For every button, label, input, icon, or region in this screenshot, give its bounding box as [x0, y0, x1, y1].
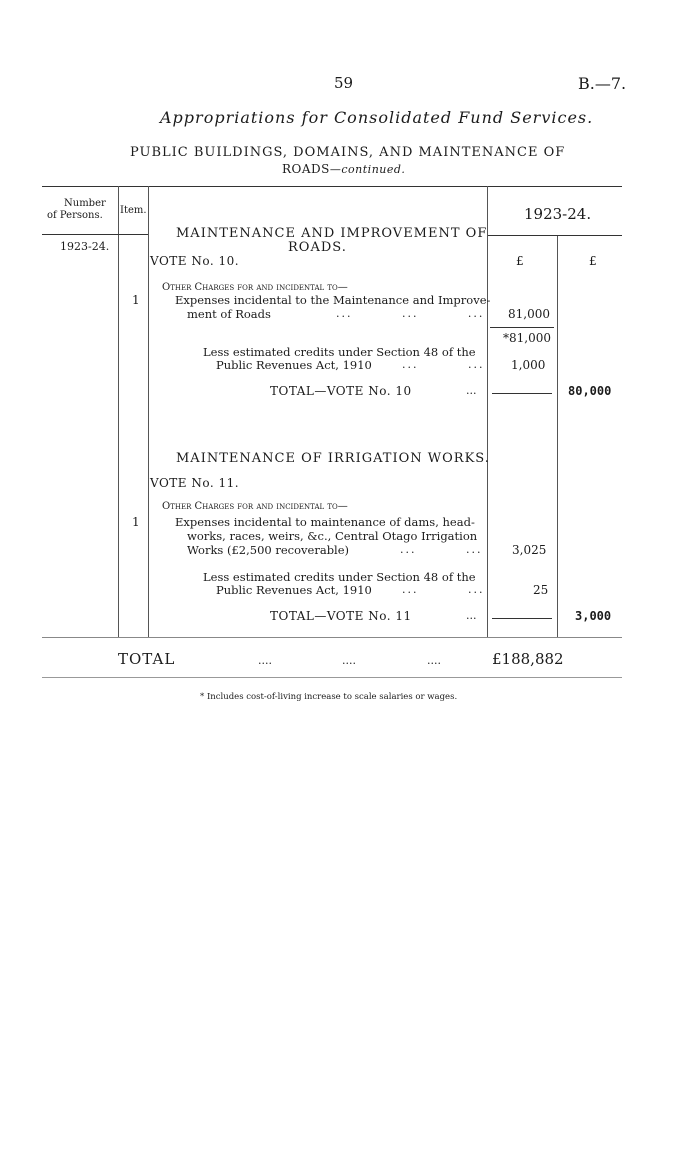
section1-total-amount: 80,000 [568, 384, 612, 398]
pound-sign-right: £ [589, 254, 597, 268]
section2-other-charges: Other Charges for and incidental to— [162, 501, 348, 512]
section2-item-description-line3: Works (£2,500 recoverable) [187, 543, 350, 557]
section1-less-dots: ... ... [402, 358, 485, 371]
section2-total-rule [492, 618, 552, 619]
column-divider-amount-left [487, 186, 488, 638]
table-top-rule [42, 186, 622, 187]
section1-item-number: 1 [132, 293, 140, 307]
section2-item-amount: 3,025 [512, 543, 547, 557]
section1-item-amount: 81,000 [508, 307, 550, 321]
section2-vote: VOTE No. 11. [150, 476, 240, 490]
section2-less-amount: 25 [533, 583, 549, 597]
section1-less-amount: 1,000 [511, 358, 546, 372]
section2-total-amount: 3,000 [575, 609, 612, 623]
section1-less-credits-line2: Public Revenues Act, 1910 [216, 358, 372, 372]
grand-total-amount: £188,882 [492, 650, 564, 668]
section2-total-dots: ... [466, 609, 477, 622]
section2-heading: MAINTENANCE OF IRRIGATION WORKS. [176, 451, 490, 466]
column-divider-amount-mid [557, 236, 558, 638]
section1-total-label: TOTAL—VOTE No. 10 [270, 384, 412, 398]
grand-total-rule [42, 677, 622, 678]
section2-item-number: 1 [132, 515, 140, 529]
section1-total-rule [492, 393, 552, 394]
section1-subtotal: *81,000 [503, 331, 551, 345]
section1-heading: MAINTENANCE AND IMPROVEMENT OF [176, 226, 488, 241]
header-year-left: 1923-24. [60, 240, 110, 253]
section1-item-dots: ... ... ... [336, 307, 485, 320]
document-reference: B.—7. [578, 74, 627, 93]
section2-less-credits-line2: Public Revenues Act, 1910 [216, 583, 372, 597]
grand-total-dots-2: .... [342, 654, 356, 667]
section1-total-dots: ... [466, 384, 477, 397]
header-year-right: 1923-24. [524, 205, 592, 223]
section1-other-charges: Other Charges for and incidental to— [162, 282, 348, 293]
section1-item-description-line2: ment of Roads [187, 307, 271, 321]
footnote: * Includes cost-of-living increase to scale salaries or wages. [200, 692, 458, 702]
section1-item-description: Expenses incidental to the Maintenance and Improve- [175, 293, 491, 307]
header-right-rule [488, 235, 622, 236]
section2-item-description-line2: works, races, weirs, &c., Central Otago Irrigation [187, 529, 478, 543]
page-title: Appropriations for Consolidated Fund Services. [160, 108, 594, 127]
page-number: 59 [334, 74, 354, 92]
header-item: Item. [120, 205, 147, 216]
pound-sign-left: £ [516, 254, 524, 268]
grand-total-dots-3: .... [427, 654, 441, 667]
subtitle-roads: ROADS [282, 162, 330, 176]
section1-less-credits: Less estimated credits under Section 48 of the [203, 345, 476, 359]
section-subtitle: PUBLIC BUILDINGS, DOMAINS, AND MAINTENANCE OF [130, 145, 566, 160]
section2-less-credits: Less estimated credits under Section 48 of the [203, 570, 476, 584]
section2-total-label: TOTAL—VOTE No. 11 [270, 609, 412, 623]
header-number: Number [64, 198, 106, 209]
column-divider-number [118, 186, 119, 638]
section-subtitle-line2 [282, 162, 405, 176]
section2-item-dots: ... ... [400, 543, 483, 556]
grand-total-label: TOTAL [118, 650, 176, 668]
grand-total-dots-1: .... [258, 654, 272, 667]
subtitle-continued: —continued. [329, 163, 406, 176]
section2-item-description: Expenses incidental to maintenance of dams, head- [175, 515, 475, 529]
section1-subtotal-rule [490, 327, 554, 328]
section2-less-dots: ... ... [402, 583, 485, 596]
column-divider-item [148, 186, 149, 638]
header-of-persons: of Persons. [47, 210, 103, 221]
header-left-rule [42, 234, 148, 235]
section1-heading-line2: ROADS. [288, 240, 347, 255]
table-bottom-rule [42, 637, 622, 638]
section1-vote: VOTE No. 10. [150, 254, 240, 268]
